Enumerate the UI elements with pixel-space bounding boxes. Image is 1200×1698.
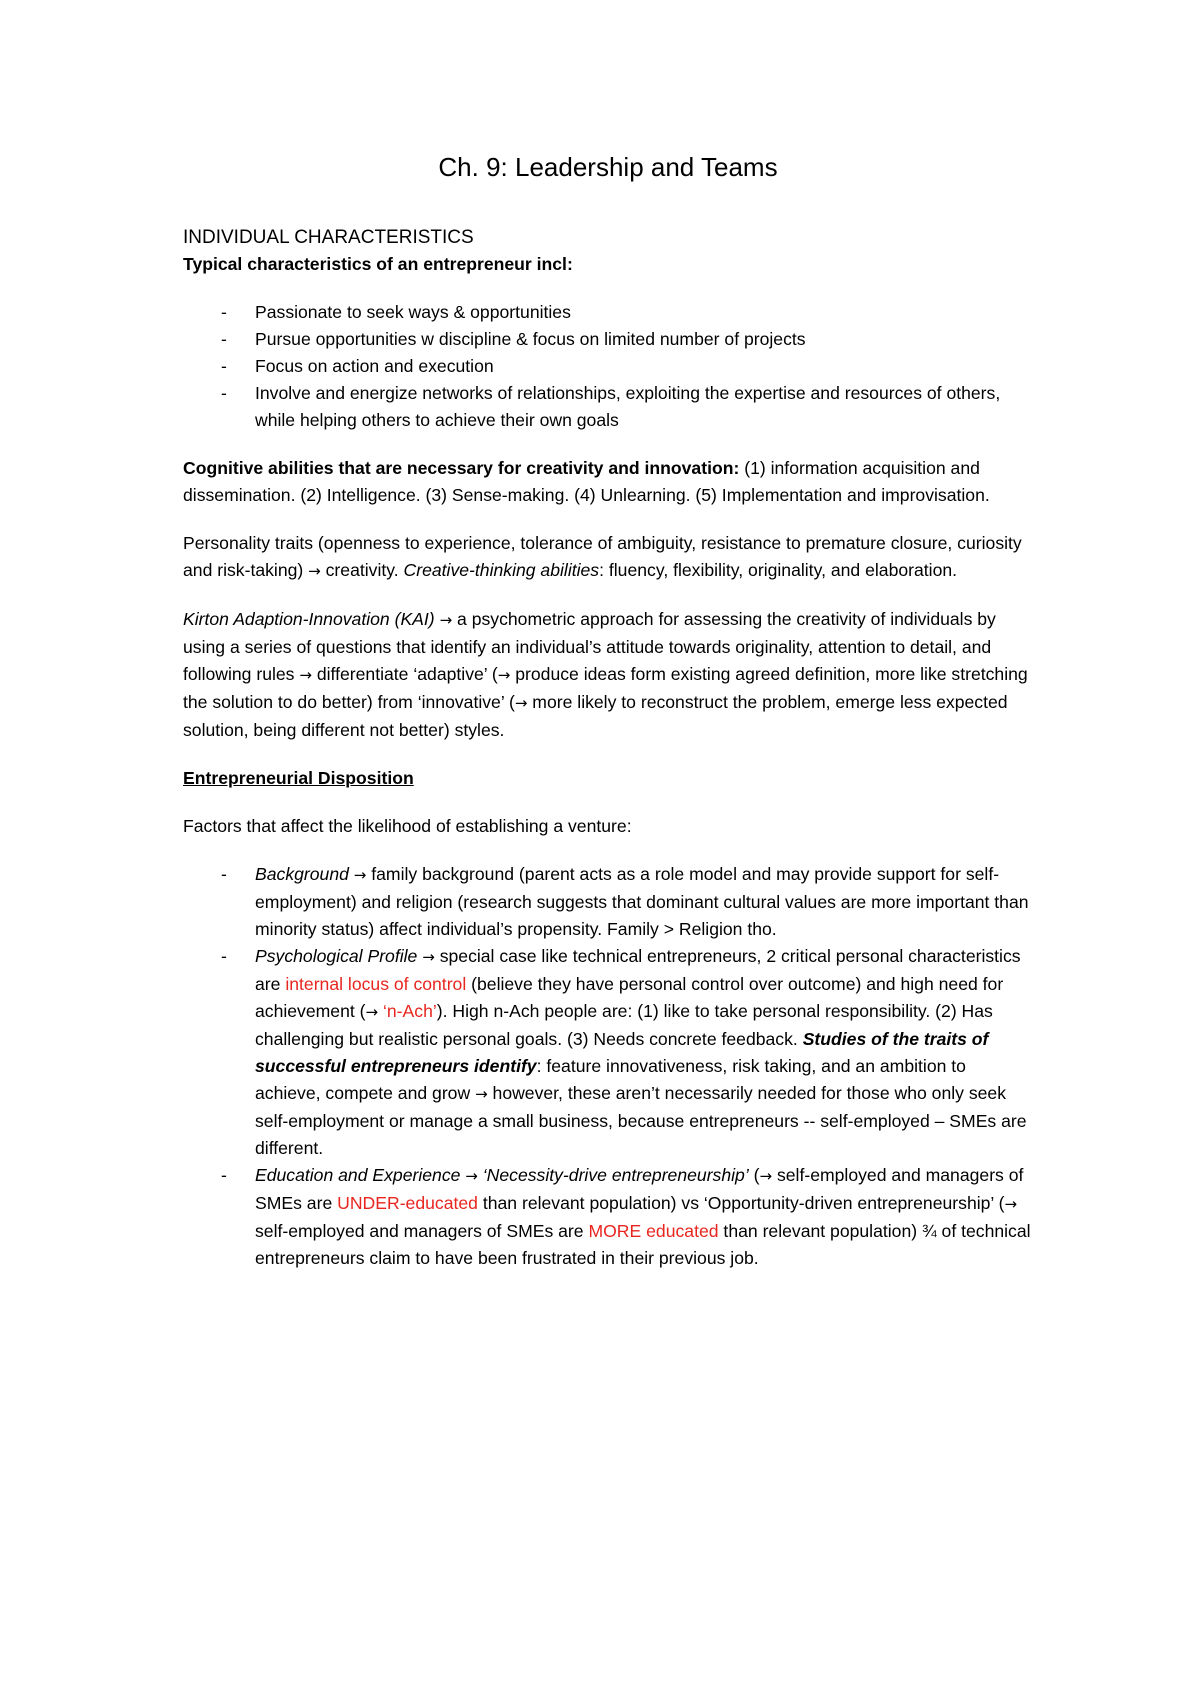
arrow-icon: →: [353, 866, 367, 884]
arrow-icon: →: [439, 611, 453, 629]
studies-emphasis: Studies of the traits of successful entrepreneurs identify: [255, 1029, 989, 1076]
characteristics-list: [183, 299, 1033, 434]
list-item: - Involve and energize networks of relationships, exploiting the expertise and resources of others, while helping others to achieve their own goals: [255, 380, 1033, 434]
list-item: - Focus on action and execution: [255, 353, 1033, 380]
arrow-icon: →: [475, 1085, 488, 1103]
edu-text: than relevant population) ¾ of technical entrepreneurs claim to have been frustrated in their previous job.: [255, 1221, 1031, 1268]
psych-text: (believe they have personal control over outcome) and high need for achievement (: [255, 974, 1004, 1021]
highlight-more-educated: MORE educated: [588, 1221, 719, 1241]
arrow-icon: →: [497, 666, 511, 684]
psych-text: special case like technical entrepreneurs, 2 critical personal characteristics are: [255, 946, 1021, 994]
creative-thinking-term: Creative-thinking abilities: [403, 560, 600, 580]
list-item: - Pursue opportunities w discipline & focus on limited number of projects: [255, 326, 1033, 353]
arrow-icon: →: [465, 1167, 478, 1185]
kai-text: differentiate ‘adaptive’ (: [311, 664, 498, 684]
edu-text: self-employed and managers of SMEs are: [255, 1221, 589, 1241]
personality-text: : fluency, flexibility, originality, and elaboration.: [599, 560, 958, 580]
cognitive-abilities-text: (1) information acquisition and dissemination. (2) Intelligence. (3) Sense-making. (4) Unlearning. (5) Implementation and improvisation.: [183, 458, 990, 505]
arrow-icon: →: [1004, 1195, 1018, 1213]
section-heading-individual-characteristics: INDIVIDUAL CHARACTERISTICS: [183, 227, 474, 248]
personality-text: Personality traits (openness to experience, tolerance of ambiguity, resistance to premature closure, curiosity and risk-taking): [183, 533, 1022, 580]
kai-text: a psychometric approach for assessing the creativity of individuals by using a series of questions that identify an individual’s attitude towards originality, attention to detail, and following rules: [183, 609, 996, 684]
list-item: - Passionate to seek ways & opportunities: [255, 299, 1033, 326]
edu-text: (: [748, 1165, 760, 1185]
edu-text: than relevant population) vs ‘Opportunity-driven entrepreneurship’ (: [477, 1193, 1005, 1213]
psych-text: however, these aren’t necessarily needed for those who only seek self-employment or manage a small business, because entrepreneurs -- self-employed – SMEs are different.: [255, 1083, 1027, 1158]
factors-list: [183, 861, 1033, 1272]
arrow-icon: →: [422, 948, 435, 966]
necessity-term: ‘Necessity-drive entrepreneurship’: [482, 1165, 749, 1185]
list-item-education-experience: [255, 1162, 1033, 1272]
characteristics-intro: Typical characteristics of an entrepreneur incl:: [183, 254, 573, 274]
psychological-profile-label: Psychological Profile: [255, 946, 418, 966]
arrow-icon: →: [299, 666, 312, 684]
section-heading-entrepreneurial-disposition: Entrepreneurial Disposition: [183, 768, 414, 788]
cognitive-abilities-paragraph: [183, 455, 1033, 509]
education-label: Education and Experience: [255, 1165, 461, 1185]
arrow-icon: →: [514, 694, 528, 712]
page-title: Ch. 9: Leadership and Teams: [438, 152, 778, 182]
kai-text: more likely to reconstruct the problem, emerge less expected solution, being different not better) styles.: [183, 692, 1008, 740]
arrow-icon: →: [365, 1003, 379, 1021]
highlight-internal-locus: internal locus of control: [285, 974, 467, 994]
highlight-n-ach: ‘n-Ach’: [382, 1001, 437, 1021]
list-item-background: [255, 861, 1033, 943]
background-text: family background (parent acts as a role model and may provide support for self-employment) and religion (research suggests that dominant cultural values are more important than minority status) affect individual’s propensity. Family > Religion tho.: [255, 864, 1029, 939]
personality-traits-paragraph: [183, 530, 1033, 585]
kai-text: produce ideas form existing agreed definition, more like stretching the solution to do better) from ‘innovative’ (: [183, 664, 1028, 712]
document-page: [183, 150, 1033, 1272]
kai-paragraph: [183, 606, 1033, 744]
background-label: Background: [255, 864, 349, 884]
factors-intro: Factors that affect the likelihood of establishing a venture:: [183, 816, 632, 836]
list-item-psychological-profile: [255, 943, 1033, 1162]
cognitive-abilities-lead: Cognitive abilities that are necessary for creativity and innovation:: [183, 458, 740, 478]
psych-text: ). High n-Ach people are: (1) like to take personal responsibility. (2) Has challenging but realistic personal goals. (3) Needs concrete feedback.: [255, 1001, 993, 1049]
personality-text: creativity.: [320, 560, 404, 580]
arrow-icon: →: [308, 562, 321, 580]
psych-text: : feature innovativeness, risk taking, and an ambition to achieve, compete and grow: [255, 1056, 966, 1103]
edu-text: self-employed and managers of SMEs are: [255, 1165, 1024, 1213]
highlight-under-educated: UNDER-educated: [337, 1193, 478, 1213]
kai-term: Kirton Adaption-Innovation (KAI): [183, 609, 435, 629]
arrow-icon: →: [759, 1167, 773, 1185]
